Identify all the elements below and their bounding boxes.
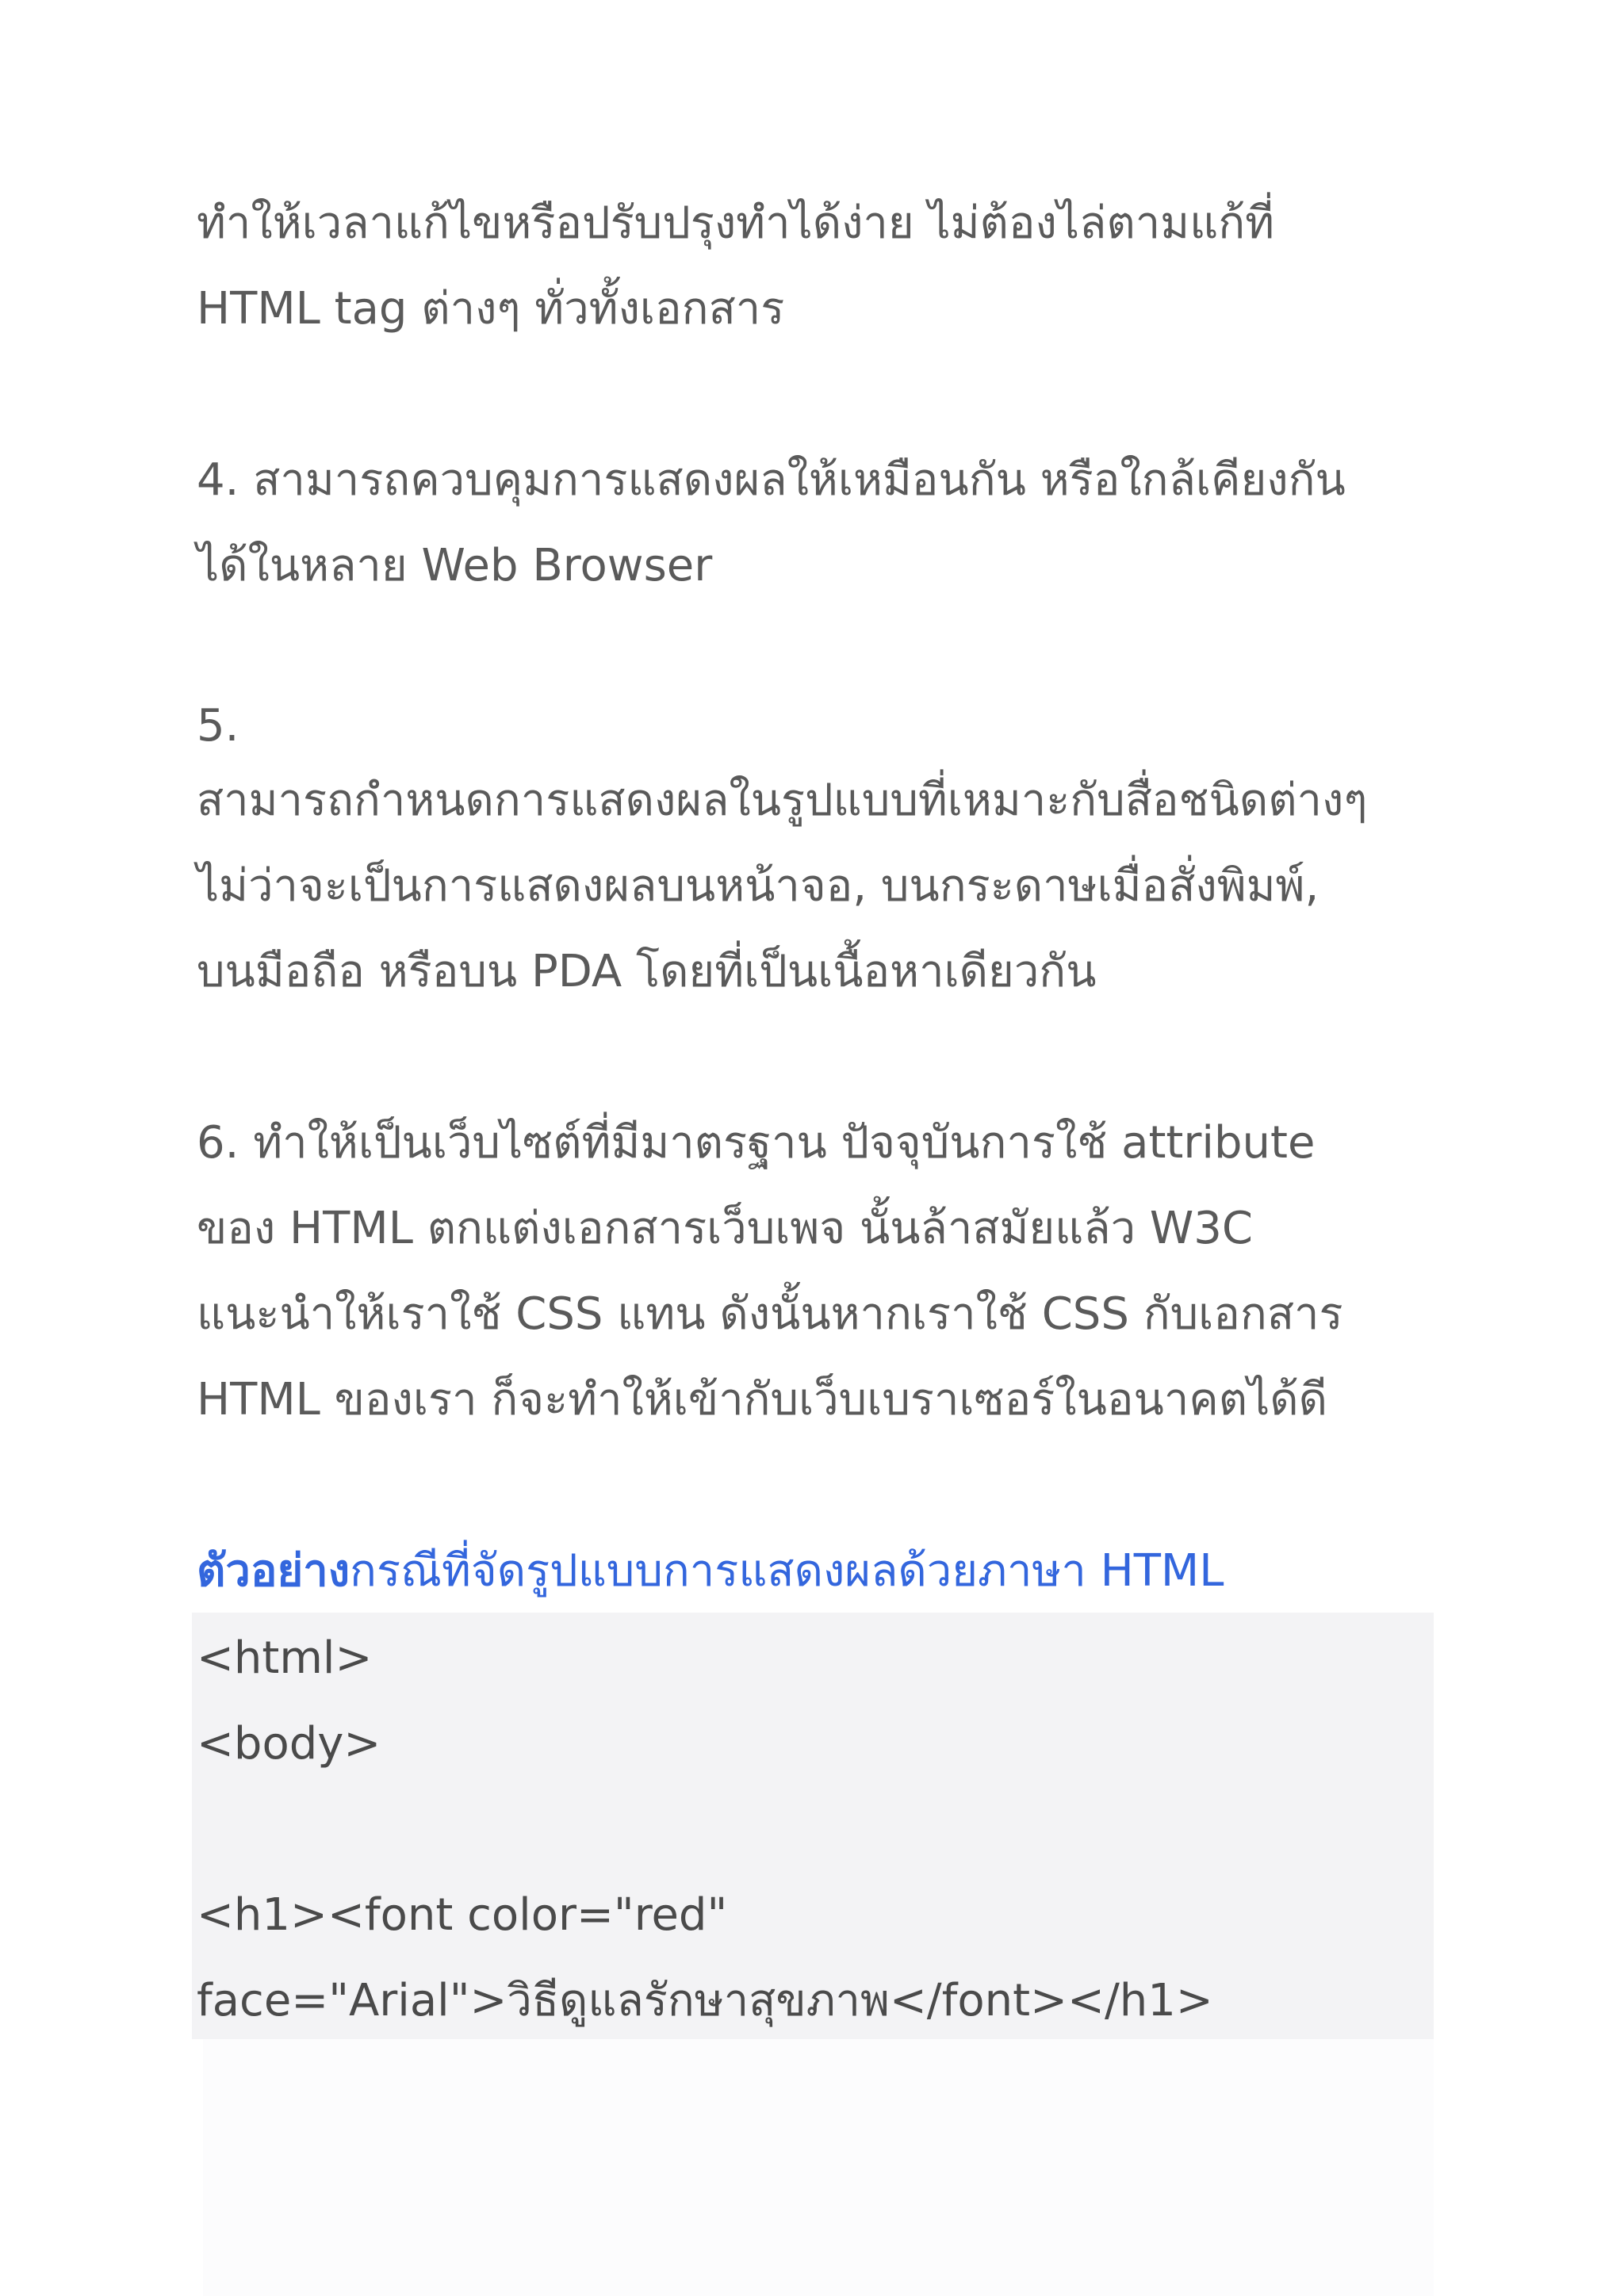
paragraph-line: 5. bbox=[197, 700, 239, 752]
paragraph-line: แนะนำให้เราใช้ CSS แทน ดังนั้นหากเราใช้ CSS กับเอกสาร bbox=[197, 1288, 1343, 1340]
code-line: <body> bbox=[197, 1718, 381, 1770]
paragraph-line: ทำให้เวลาแก้ไขหรือปรับปรุงทำได้ง่าย ไม่ต้องไล่ตามแก้ที่ bbox=[197, 197, 1275, 249]
paragraph-line: ได้ในหลาย Web Browser bbox=[197, 540, 713, 591]
paragraph-line: บนมือถือ หรือบน PDA โดยที่เป็นเนื้อหาเดียวกัน bbox=[197, 946, 1097, 997]
paragraph-css-benefit-5 bbox=[197, 695, 1434, 1015]
code-line: face="Arial">วิธีดูแลรักษาสุขภาพ</font></h1> bbox=[197, 1975, 1213, 2026]
example-heading-bold: ตัวอย่าง bbox=[197, 1545, 350, 1597]
paragraph-line: 6. ทำให้เป็นเว็บไซต์ที่มีมาตรฐาน ปัจจุบันการใช้ attribute bbox=[197, 1117, 1316, 1169]
paragraph-line: HTML ของเรา ก็จะทำให้เข้ากับเว็บเบราเซอร์ในอนาคตได้ดี bbox=[197, 1374, 1328, 1425]
paragraph-line: สามารถกำหนดการแสดงผลในรูปแบบที่เหมาะกับสื่อชนิดต่างๆ bbox=[197, 775, 1368, 826]
paragraph-css-benefit-3-continued bbox=[197, 181, 1434, 352]
paragraph-line: 4. สามารถควบคุมการแสดงผลให้เหมือนกัน หรือใกล้เคียงกัน bbox=[197, 454, 1346, 506]
paragraph-line: ไม่ว่าจะเป็นการแสดงผลบนหน้าจอ, บนกระดาษเมื่อสั่งพิมพ์, bbox=[197, 860, 1320, 912]
code-line: <html> bbox=[197, 1632, 373, 1684]
paragraph-css-benefit-4 bbox=[197, 438, 1434, 609]
example-heading-text: กรณีที่จัดรูปแบบการแสดงผลด้วยภาษา HTML bbox=[350, 1545, 1224, 1597]
paragraph-line: ของ HTML ตกแต่งเอกสารเว็บเพจ นั้นล้าสมัยแล้ว W3C bbox=[197, 1203, 1253, 1254]
code-block-lower-area bbox=[203, 2039, 1434, 2296]
example-heading bbox=[197, 1529, 1224, 1614]
paragraph-css-benefit-6 bbox=[197, 1100, 1434, 1443]
code-line: <h1><font color="red" bbox=[197, 1889, 728, 1941]
code-line bbox=[197, 1787, 1213, 1873]
paragraph-line: HTML tag ต่างๆ ทั่วทั้งเอกสาร bbox=[197, 283, 785, 335]
code-listing bbox=[197, 1616, 1213, 2044]
